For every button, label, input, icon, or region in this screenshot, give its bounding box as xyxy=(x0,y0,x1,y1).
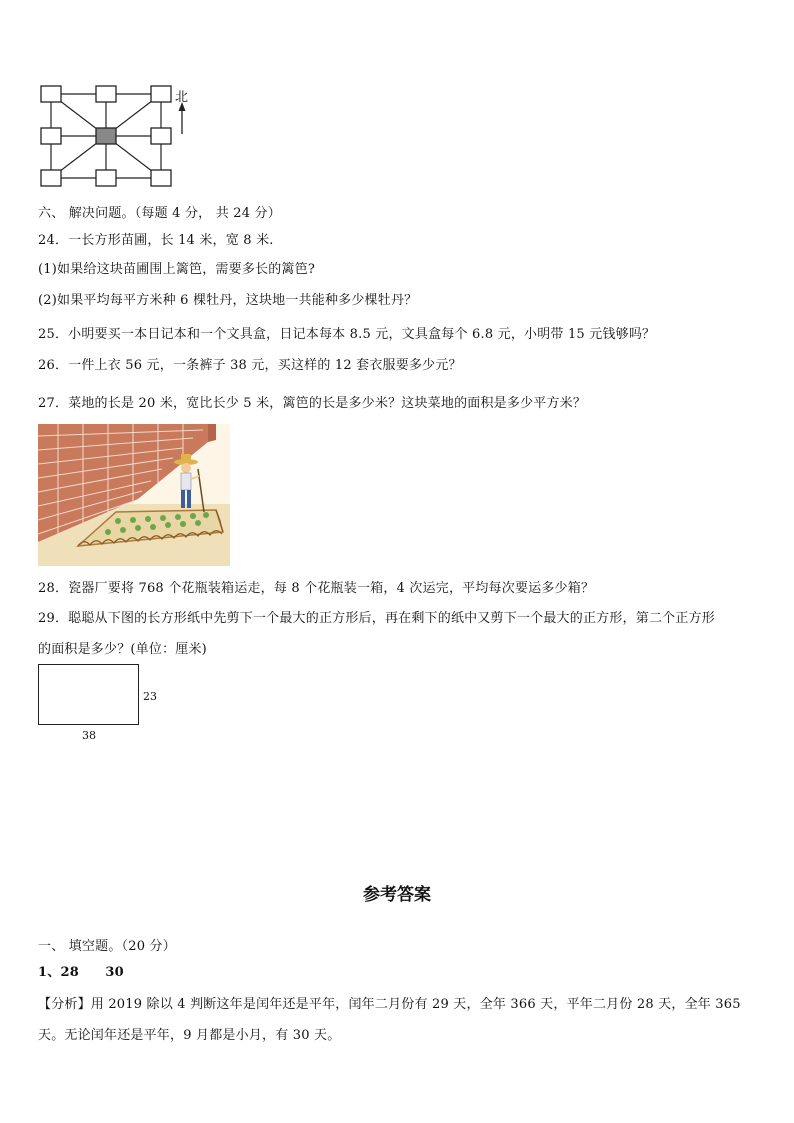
analysis-line-1: 【分析】用 2019 除以 4 判断这年是闰年还是平年，闰年二月份有 29 天，全年 366 天，平年二月份 28 天，全年 365 xyxy=(38,997,741,1012)
center-square xyxy=(96,128,116,144)
question-24-stem: 24．一长方形苗圃，长 14 米，宽 8 米. xyxy=(38,233,274,248)
answers-section-heading: 一、 填空题。（20 分） xyxy=(38,939,176,954)
question-26: 26．一件上衣 56 元，一条裤子 38 元，买这样的 12 套衣服要多少元？ xyxy=(38,358,462,373)
direction-grid-diagram xyxy=(38,84,198,190)
question-28: 28．瓷器厂要将 768 个花瓶装箱运走，每 8 个花瓶装一箱，4 次运完，平均每次要运多少箱？ xyxy=(38,581,595,596)
vegetable-garden-illustration xyxy=(38,424,230,566)
section-heading: 六、 解决问题。（每题 4 分， 共 24 分） xyxy=(38,206,281,221)
analysis-line-2: 天。无论闰年还是平年，9 月都是小月，有 30 天。 xyxy=(38,1028,341,1043)
question-24-part-1: (1)如果给这块苗圃围上篱笆，需要多长的篱笆? xyxy=(38,262,315,277)
question-25: 25．小明要买一本日记本和一个文具盒，日记本每本 8.5 元，文具盒每个 6.8 元，小明带 15 元钱够吗？ xyxy=(38,327,656,342)
rectangle-height-label: 23 xyxy=(143,690,157,703)
question-29-line-1: 29．聪聪从下图的长方形纸中先剪下一个最大的正方形后，再在剩下的纸中又剪下一个最大的正方形，第二个正方形 xyxy=(38,611,715,626)
rectangle-width-label: 38 xyxy=(82,729,96,742)
question-29-line-2: 的面积是多少？(单位：厘米) xyxy=(38,642,207,657)
question-27: 27．菜地的长是 20 米，宽比长少 5 米，篱笆的长是多少米？这块菜地的面积是多少平方米？ xyxy=(38,396,587,411)
question-24-part-2: (2)如果平均每平方米种 6 棵牡丹，这块地一共能种多少棵牡丹？ xyxy=(38,293,418,308)
answer-1: 1、28 30 xyxy=(38,965,124,980)
answers-title: 参考答案 xyxy=(363,885,431,905)
paper-rectangle-figure xyxy=(38,664,139,725)
north-label: 北 xyxy=(175,90,189,105)
